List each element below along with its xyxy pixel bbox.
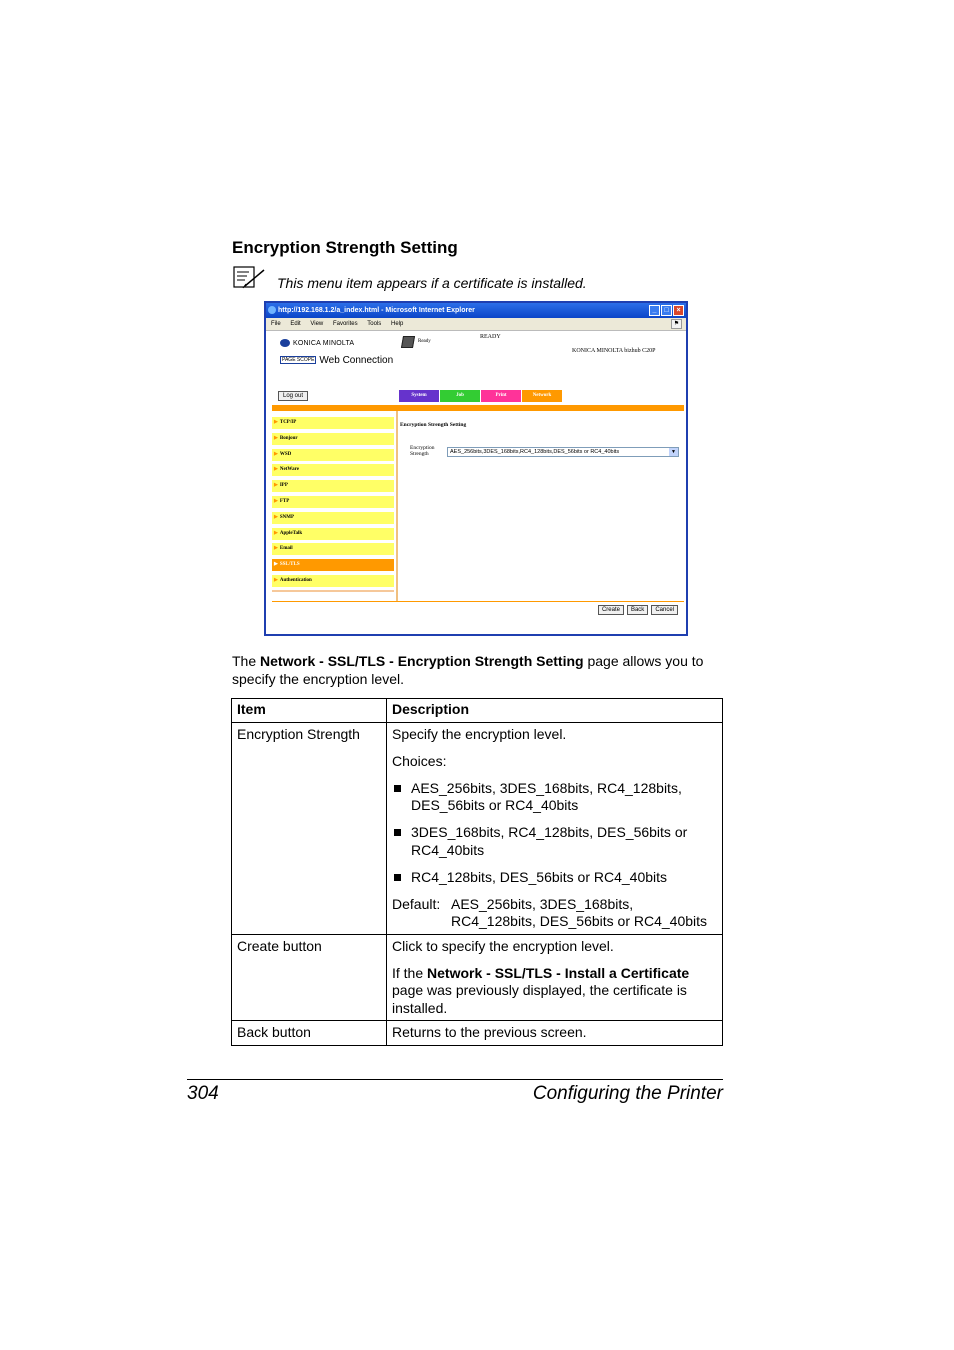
section-heading: Encryption Strength Setting <box>232 238 458 257</box>
status-small: Ready <box>418 339 431 344</box>
windows-logo-icon: ⚑ <box>671 319 682 329</box>
table-header-row <box>232 699 723 723</box>
encryption-strength-select[interactable] <box>447 447 679 457</box>
row-item: Create button <box>232 934 387 1021</box>
logout-button[interactable]: Log out <box>278 391 308 401</box>
sidebar-item-label: SNMP <box>279 514 295 520</box>
menu-tools[interactable]: Tools <box>367 321 382 327</box>
sidebar-item-label: NetWare <box>279 467 299 473</box>
choices-label: Choices: <box>392 752 447 769</box>
select-value: AES_256bits,3DES_168bits,RC4_128bits,DES_56bits or RC4_40bits <box>450 449 620 455</box>
action-buttons <box>598 605 678 615</box>
choice-text: RC4_128bits, DES_56bits or RC4_40bits <box>411 868 668 885</box>
web-connection-label: Web Connection <box>319 355 394 366</box>
brand-name: KONICA MINOLTA <box>293 339 355 347</box>
model-name: KONICA MINOLTA bizhub C20P <box>572 348 656 354</box>
sidebar-item-wsd[interactable] <box>272 449 394 461</box>
sidebar <box>272 417 394 591</box>
note-icon <box>233 266 267 290</box>
note-suffix: page was previously displayed, the certificate is installed. <box>392 982 687 1016</box>
window-titlebar <box>266 303 686 318</box>
bullet-icon <box>394 785 401 792</box>
sidebar-item-appletalk[interactable] <box>272 528 394 540</box>
sidebar-item-bonjour[interactable] <box>272 433 394 445</box>
arrow-icon: ▶ <box>274 498 278 504</box>
note-text: This menu item appears if a certificate is installed. <box>277 275 587 291</box>
minimize-icon[interactable]: _ <box>649 305 660 316</box>
row-description: Returns to the previous screen. <box>387 1021 723 1046</box>
back-button[interactable]: Back <box>627 605 648 615</box>
row-item: Encryption Strength <box>232 722 387 934</box>
sidebar-item-label: AppleTalk <box>279 530 303 536</box>
sidebar-item-netware[interactable] <box>272 464 394 476</box>
footer-title: Configuring the Printer <box>532 1083 723 1104</box>
create-button[interactable]: Create <box>598 605 624 615</box>
table-row <box>232 1021 723 1046</box>
row-item: Back button <box>232 1021 387 1046</box>
sidebar-item-label: SSL/TLS <box>279 562 300 568</box>
list-item <box>392 869 718 887</box>
sidebar-divider <box>396 411 398 601</box>
arrow-icon: ▶ <box>274 483 278 489</box>
intro-paragraph <box>232 652 727 688</box>
sidebar-item-label: Email <box>279 546 293 552</box>
header-description: Description <box>387 699 723 723</box>
tab-print[interactable]: Print <box>481 390 521 402</box>
paragraph-suffix: page allows you to specify the encryption level. <box>232 653 704 687</box>
maximize-icon[interactable]: □ <box>661 305 672 316</box>
row-description <box>387 934 723 1021</box>
brand-logo <box>280 339 354 347</box>
default-value: AES_256bits, 3DES_168bits, RC4_128bits, DES_56bits or RC4_40bits <box>451 895 708 929</box>
bullet-icon <box>394 874 401 881</box>
sidebar-item-snmp[interactable] <box>272 512 394 524</box>
tab-system[interactable]: System <box>399 390 439 402</box>
choice-text: 3DES_168bits, RC4_128bits, DES_56bits or RC4_40bits <box>411 824 688 858</box>
description-table <box>231 698 723 1046</box>
sidebar-item-label: Bonjour <box>279 435 298 441</box>
web-connection-logo <box>280 355 393 366</box>
table-row <box>232 934 723 1021</box>
sidebar-item-label: IPP <box>279 483 288 489</box>
note-prefix: If the <box>392 964 428 981</box>
menu-bar <box>266 318 686 331</box>
sidebar-item-label: Authentication <box>279 577 312 583</box>
paragraph-bold: Network - SSL/TLS - Encryption Strength Setting <box>260 653 584 669</box>
content-bottom-line <box>272 601 684 602</box>
arrow-icon: ▶ <box>274 451 278 457</box>
menu-edit[interactable]: Edit <box>290 321 301 327</box>
sidebar-item-authentication[interactable] <box>272 575 394 587</box>
menu-favorites[interactable]: Favorites <box>332 321 358 327</box>
tab-network[interactable]: Network <box>522 390 562 402</box>
row-description <box>387 722 723 934</box>
sidebar-item-ftp[interactable] <box>272 496 394 508</box>
sidebar-item-ipp[interactable] <box>272 480 394 492</box>
table-row <box>232 722 723 934</box>
default-label: Default: <box>392 895 441 912</box>
ie-icon <box>268 306 276 314</box>
encryption-desc: Specify the encryption level. <box>392 725 567 742</box>
window-title: http://192.168.1.2/a_index.html - Microsoft Internet Explorer <box>278 307 475 314</box>
page-scope-mark: PAGE SCOPE <box>282 357 315 364</box>
paragraph-prefix: The <box>232 653 261 669</box>
browser-screenshot <box>264 301 688 636</box>
chevron-down-icon[interactable]: ▼ <box>669 448 678 456</box>
sidebar-item-label: TCP/IP <box>279 420 297 425</box>
printer-icon <box>401 336 415 348</box>
choice-text: AES_256bits, 3DES_168bits, RC4_128bits, DES_56bits or RC4_40bits <box>411 779 682 813</box>
close-icon[interactable]: × <box>673 305 684 316</box>
sidebar-bottom-line <box>272 590 394 592</box>
arrow-icon: ▶ <box>274 420 278 425</box>
sidebar-item-tcpip[interactable] <box>272 417 394 429</box>
create-note <box>392 965 718 1018</box>
arrow-icon: ▶ <box>274 530 278 536</box>
menu-file[interactable]: File <box>271 321 281 327</box>
arrow-icon: ▶ <box>274 435 278 441</box>
note-bold: Network - SSL/TLS - Install a Certificate <box>427 964 690 981</box>
menu-view[interactable]: View <box>310 321 324 327</box>
bullet-icon <box>394 829 401 836</box>
konica-logo-icon <box>280 339 290 347</box>
footer-rule <box>187 1079 723 1080</box>
encryption-strength-label: Encryption Strength <box>410 445 435 457</box>
create-desc: Click to specify the encryption level. <box>392 937 614 954</box>
sidebar-item-ssltls[interactable] <box>272 559 394 571</box>
main-tabs <box>399 390 562 402</box>
arrow-icon: ▶ <box>274 514 278 520</box>
sidebar-item-label: FTP <box>279 498 290 504</box>
list-item <box>392 824 718 859</box>
arrow-icon: ▶ <box>274 577 278 583</box>
arrow-icon: ▶ <box>274 562 278 568</box>
sidebar-item-email[interactable] <box>272 543 394 555</box>
tab-underline-bar <box>272 405 684 411</box>
default-row <box>392 896 718 931</box>
page-number: 304 <box>187 1083 219 1104</box>
arrow-icon: ▶ <box>274 467 278 473</box>
list-item <box>392 780 718 815</box>
cancel-button[interactable]: Cancel <box>651 605 678 615</box>
status-ready: READY <box>480 334 501 340</box>
tab-job[interactable]: Job <box>440 390 480 402</box>
content-title: Encryption Strength Setting <box>400 422 467 428</box>
menu-help[interactable]: Help <box>390 321 404 327</box>
header-item: Item <box>232 699 387 723</box>
sidebar-item-label: WSD <box>279 451 292 457</box>
arrow-icon: ▶ <box>274 546 278 552</box>
